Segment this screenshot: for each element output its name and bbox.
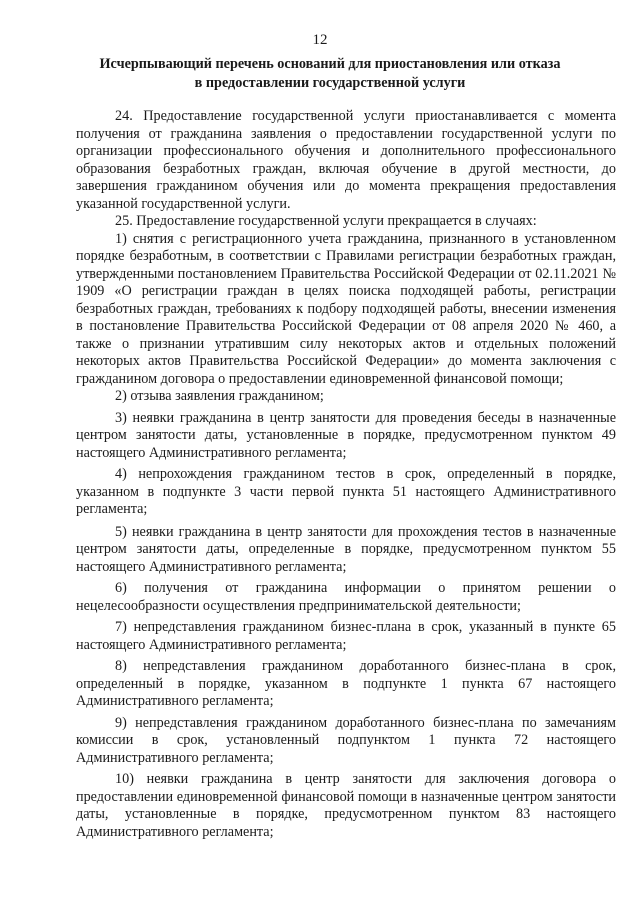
document-body: [76, 108, 616, 841]
list-item-3: 3) неявки гражданина в центр занятости для проведения беседы в назначенные центром занятости даты, установленные в порядке, предусмотренном пунктом 49 настоящего Административного регламента;: [76, 409, 616, 461]
paragraph-24: 24. Предоставление государственной услуги приостанавливается с момента получения от гражданина заявления о предоставлении государственной услуги по организации профессионального обучения и дополнительного профессионального образования безработных граждан, включая обучение в другой местности, до завершения гражданином обучения или до момента прекращения предоставления указанной государственной услуги.: [76, 108, 616, 212]
paragraph-25: 25. Предоставление государственной услуги прекращается в случаях:: [115, 213, 537, 229]
list-item-8: 8) непредставления гражданином доработанного бизнес-плана в срок, определенный в порядке, указанном в подпункте 1 пункта 67 настоящего Административного регламента;: [76, 658, 616, 709]
list-item-2: 2) отзыва заявления гражданином;: [115, 388, 324, 404]
list-item-10: 10) неявки гражданина в центр занятости для заключения договора о предоставлении единовременной финансовой помощи в назначенные центром занятости даты, установленные в порядке, предусмотренном пунктом 83 настоящего Административного регламента;: [76, 771, 616, 840]
list-item-7: 7) непредставления гражданином бизнес-плана в срок, указанный в пункте 65 настоящего Административного регламента;: [76, 619, 616, 653]
section-heading-line-1: Исчерпывающий перечень оснований для приостановления или отказа: [99, 56, 561, 72]
page-number: 12: [312, 32, 328, 48]
list-item-5: 5) неявки гражданина в центр занятости для прохождения тестов в назначенные центром занятости даты, определенные в порядке, предусмотренном пунктом 55 настоящего Административного регламента;: [76, 523, 616, 575]
list-item-6: 6) получения от гражданина информации о принятом решении о нецелесообразности осуществления предпринимательской деятельности;: [76, 580, 616, 614]
list-item-9: 9) непредставления гражданином доработанного бизнес-плана по замечаниям комиссии в срок, установленный подпунктом 1 пункта 72 настоящего Административного регламента;: [76, 714, 616, 766]
section-heading-line-2: в предоставлении государственной услуги: [194, 75, 466, 91]
list-item-4: 4) непрохождения гражданином тестов в срок, определенный в порядке, указанном в подпункте 3 части первой пункта 51 настоящего Административного регламента;: [76, 466, 616, 517]
section-heading: [70, 55, 590, 93]
list-item-1: 1) снятия с регистрационного учета гражданина, признанного в установленном порядке безработным, в соответствии с Правилами регистрации безработных граждан, утвержденными постановлением Правительства Российской Федерации от 02.11.2021 № 1909 «О регистрации граждан в целях поиска подходящей работы, регистрации безработных граждан, требованиях к подбору подходящей работы, внесении изменения в постановление Правительства Российской Федерации от 08 апреля 2020 № 460, а также о признании утратившим силу некоторых актов и отдельных положений некоторых актов Правительства Российской Федерации» до момента заключения с гражданином договора о предоставлении единовременной финансовой помощи;: [76, 230, 616, 387]
